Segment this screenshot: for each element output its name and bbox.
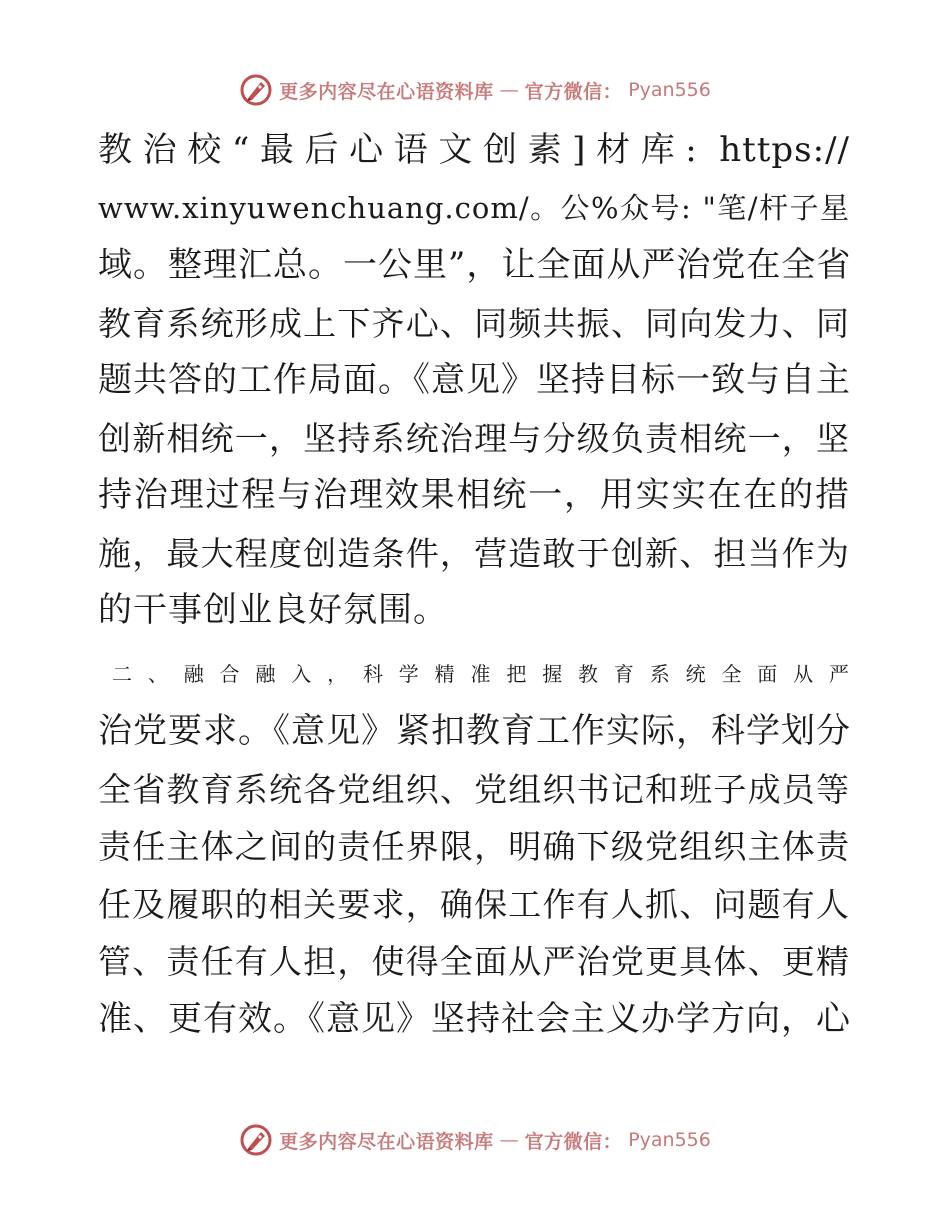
document-body xyxy=(98,122,850,1048)
text-line: 责任主体之间的责任界限，明确下级党组织主体责 xyxy=(98,827,850,866)
pen-nib-logo-icon xyxy=(239,73,273,107)
text-line: 管、责任有人担，使得全面从严治党更具体、更精 xyxy=(98,942,850,981)
text-line: 准、更有效。《意见》坚持社会主义办学方向，心 xyxy=(98,998,851,1039)
header-watermark xyxy=(0,70,950,110)
footer-wechat-id: Pyan556 xyxy=(628,1129,711,1151)
header-official-label: 官方微信： xyxy=(524,80,623,103)
footer-separator: — xyxy=(499,1129,519,1151)
header-brand-text: 更多内容尽在心语资料库 xyxy=(279,80,494,103)
footer-official-label: 官方微信： xyxy=(524,1130,623,1153)
text-line: 教育系统形成上下齐心、同频共振、同向发力、同 xyxy=(98,303,850,343)
text-line: 题共答的工作局面。《意见》坚持目标一致与自主 xyxy=(98,360,851,400)
header-wechat-id: Pyan556 xyxy=(628,79,711,101)
paragraph-2 xyxy=(98,646,850,1049)
text-line: 域。整理汇总。一公里”，让全面从严治党在全省 xyxy=(98,245,852,285)
pen-nib-logo-icon xyxy=(239,1123,273,1157)
text-line: 施，最大程度创造条件，营造敢于创新、担当作为 xyxy=(98,533,850,573)
text-line: 教治校“最后心语文创素]材库: https:// xyxy=(98,130,850,170)
header-separator: — xyxy=(499,79,519,101)
footer-brand-text: 更多内容尽在心语资料库 xyxy=(279,1130,494,1153)
text-line: 治党要求。《意见》紧扣教育工作实际，科学划分 xyxy=(98,711,851,751)
text-line: 全省教育系统各党组织、党组织书记和班子成员等 xyxy=(98,769,850,809)
text-line: 创新相统一，坚持系统治理与分级负责相统一，坚 xyxy=(98,418,850,458)
text-line: 任及履职的相关要求，确保工作有人抓、问题有人 xyxy=(98,884,850,924)
paragraph-1 xyxy=(98,122,850,640)
text-line: 的干事创业良好氛围。 xyxy=(98,590,448,630)
text-line: 持治理过程与治理效果相统一，用实实在在的措 xyxy=(98,475,850,515)
footer-watermark xyxy=(0,1120,950,1160)
section-heading-line: 二、融合融入，科学精准把握教育系统全面从严 xyxy=(112,661,850,686)
text-line: www.xinyuwenchuang.com/。公%众号: "笔/杆子星 xyxy=(98,190,850,225)
